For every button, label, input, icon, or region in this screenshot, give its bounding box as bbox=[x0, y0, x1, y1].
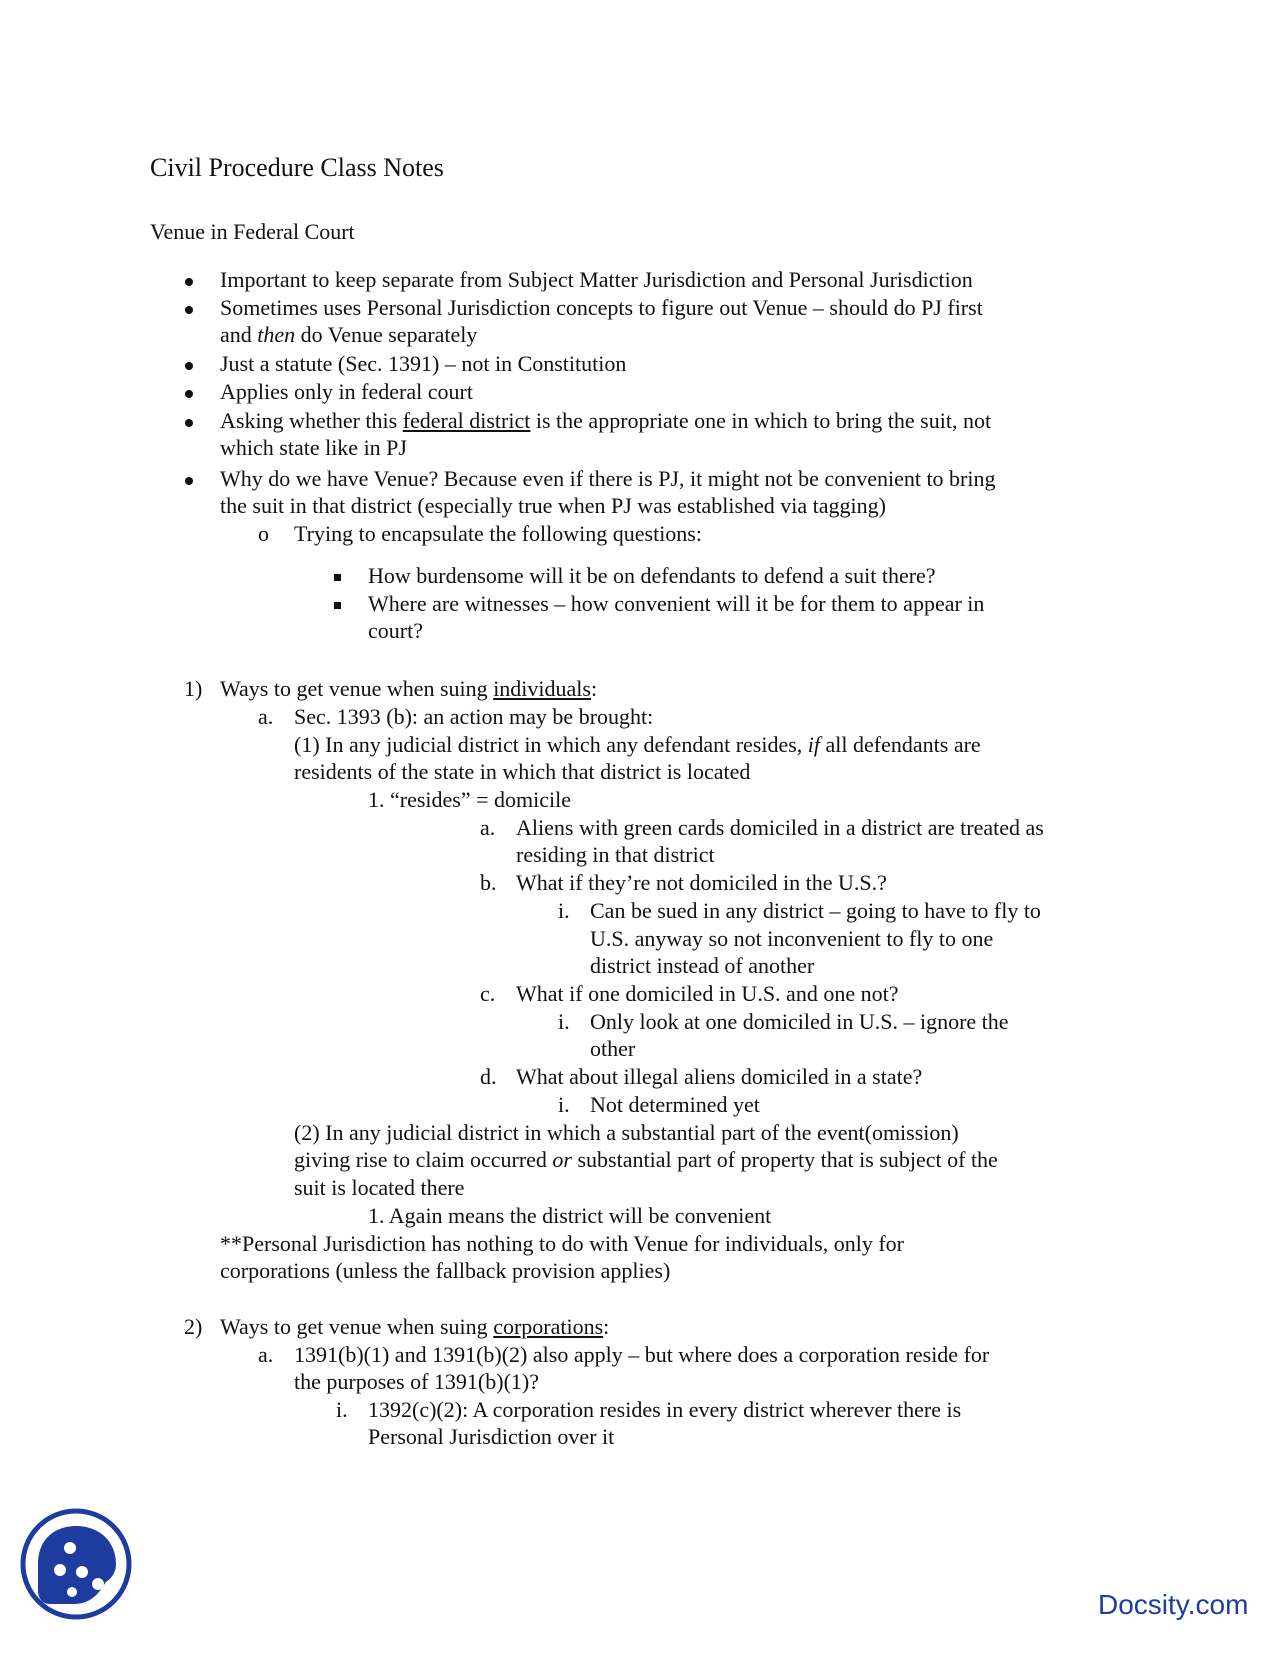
item-marker: a. bbox=[258, 704, 274, 729]
item-marker: i. bbox=[558, 898, 570, 923]
docsity-brand-link[interactable]: Docsity.com bbox=[1098, 1589, 1249, 1620]
sub-sub-list-item: Where are witnesses – how convenient will it be for them to appear in bbox=[368, 591, 985, 616]
list-item: Only look at one domiciled in U.S. – ignore the bbox=[590, 1009, 1009, 1034]
list-item: Just a statute (Sec. 1391) – not in Constitution bbox=[220, 351, 627, 376]
list-item: Sometimes uses Personal Jurisdiction concepts to figure out Venue – should do PJ first bbox=[220, 295, 983, 320]
list-item: Sec. 1393 (b): an action may be brought: bbox=[294, 704, 654, 729]
item-marker: a. bbox=[258, 1342, 274, 1367]
sub-sub-list-item: How burdensome will it be on defendants to defend a suit there? bbox=[368, 563, 936, 588]
square-bullet-icon bbox=[334, 602, 341, 609]
paragraph-line: (1) In any judicial district in which any defendant resides, if all defendants are bbox=[294, 732, 981, 757]
bullet-icon bbox=[185, 477, 193, 485]
list-item-continuation: the purposes of 1391(b)(1)? bbox=[294, 1369, 539, 1394]
list-item: Why do we have Venue? Because even if there is PJ, it might not be convenient to bring bbox=[220, 466, 996, 491]
sub-sub-list-item-continuation: court? bbox=[368, 618, 423, 643]
docsity-logo-icon bbox=[20, 1508, 132, 1620]
item-marker: c. bbox=[480, 981, 496, 1006]
paragraph-line: suit is located there bbox=[294, 1175, 465, 1200]
bullet-icon bbox=[185, 278, 193, 286]
bullet-icon bbox=[185, 362, 193, 370]
list-item-continuation: residing in that district bbox=[516, 842, 715, 867]
list-item-continuation: the suit in that district (especially true when PJ was established via tagging) bbox=[220, 493, 886, 518]
bullet-icon bbox=[185, 390, 193, 398]
list-item: What if they’re not domiciled in the U.S.? bbox=[516, 870, 887, 895]
list-item: What if one domiciled in U.S. and one not? bbox=[516, 981, 899, 1006]
bullet-icon bbox=[185, 419, 193, 427]
list-item-continuation: and then do Venue separately bbox=[220, 322, 478, 347]
item-marker: b. bbox=[480, 870, 497, 895]
list-item: Applies only in federal court bbox=[220, 379, 473, 404]
underlined-term: individuals bbox=[493, 676, 591, 701]
section-heading-line: Ways to get venue when suing corporations: bbox=[220, 1314, 610, 1339]
section-marker: 1) bbox=[184, 676, 203, 701]
list-item-continuation: other bbox=[590, 1036, 636, 1061]
sub-list-item: Trying to encapsulate the following questions: bbox=[294, 521, 702, 546]
underlined-term: corporations bbox=[493, 1314, 604, 1339]
list-item: 1391(b)(1) and 1391(b)(2) also apply – but where does a corporation reside for bbox=[294, 1342, 990, 1367]
list-item: Aliens with green cards domiciled in a district are treated as bbox=[516, 815, 1044, 840]
list-item-continuation: Personal Jurisdiction over it bbox=[368, 1424, 615, 1449]
item-marker: i. bbox=[558, 1009, 570, 1034]
bullet-icon bbox=[185, 306, 193, 314]
paragraph-line: giving rise to claim occurred or substantial part of property that is subject of the bbox=[294, 1147, 998, 1172]
list-item: Important to keep separate from Subject Matter Jurisdiction and Personal Jurisdiction bbox=[220, 267, 973, 292]
list-item-continuation: district instead of another bbox=[590, 953, 815, 978]
underlined-term: federal district bbox=[402, 408, 531, 433]
item-marker: a. bbox=[480, 815, 496, 840]
list-item: 1392(c)(2): A corporation resides in every district wherever there is bbox=[368, 1397, 962, 1422]
list-item: What about illegal aliens domiciled in a state? bbox=[516, 1064, 923, 1089]
paragraph-line: (2) In any judicial district in which a substantial part of the event(omission) bbox=[294, 1120, 959, 1145]
list-item: Asking whether this federal district is the appropriate one in which to bring the suit, not bbox=[220, 408, 992, 433]
emphasis-text: or bbox=[552, 1147, 572, 1172]
paragraph-line: residents of the state in which that district is located bbox=[294, 759, 751, 784]
emphasis-text: then bbox=[257, 322, 296, 347]
item-marker: i. bbox=[336, 1397, 348, 1422]
numbered-item: 1. “resides” = domicile bbox=[368, 787, 572, 812]
section-marker: 2) bbox=[184, 1314, 203, 1339]
list-item-continuation: U.S. anyway so not inconvenient to fly to one bbox=[590, 926, 994, 951]
document-title: Civil Procedure Class Notes bbox=[150, 153, 444, 182]
note-line: corporations (unless the fallback provision applies) bbox=[220, 1258, 671, 1283]
item-marker: d. bbox=[480, 1064, 497, 1089]
numbered-item: 1. Again means the district will be convenient bbox=[368, 1203, 772, 1228]
list-item-continuation: which state like in PJ bbox=[220, 435, 407, 460]
section-heading-line: Ways to get venue when suing individuals: bbox=[220, 676, 598, 701]
item-marker: i. bbox=[558, 1092, 570, 1117]
list-item: Not determined yet bbox=[590, 1092, 760, 1117]
sub-bullet-marker: o bbox=[258, 521, 269, 546]
section-heading: Venue in Federal Court bbox=[150, 219, 355, 244]
list-item: Can be sued in any district – going to have to fly to bbox=[590, 898, 1041, 923]
square-bullet-icon bbox=[334, 574, 341, 581]
emphasis-text: if bbox=[807, 732, 821, 757]
note-line: **Personal Jurisdiction has nothing to do with Venue for individuals, only for bbox=[220, 1231, 904, 1256]
